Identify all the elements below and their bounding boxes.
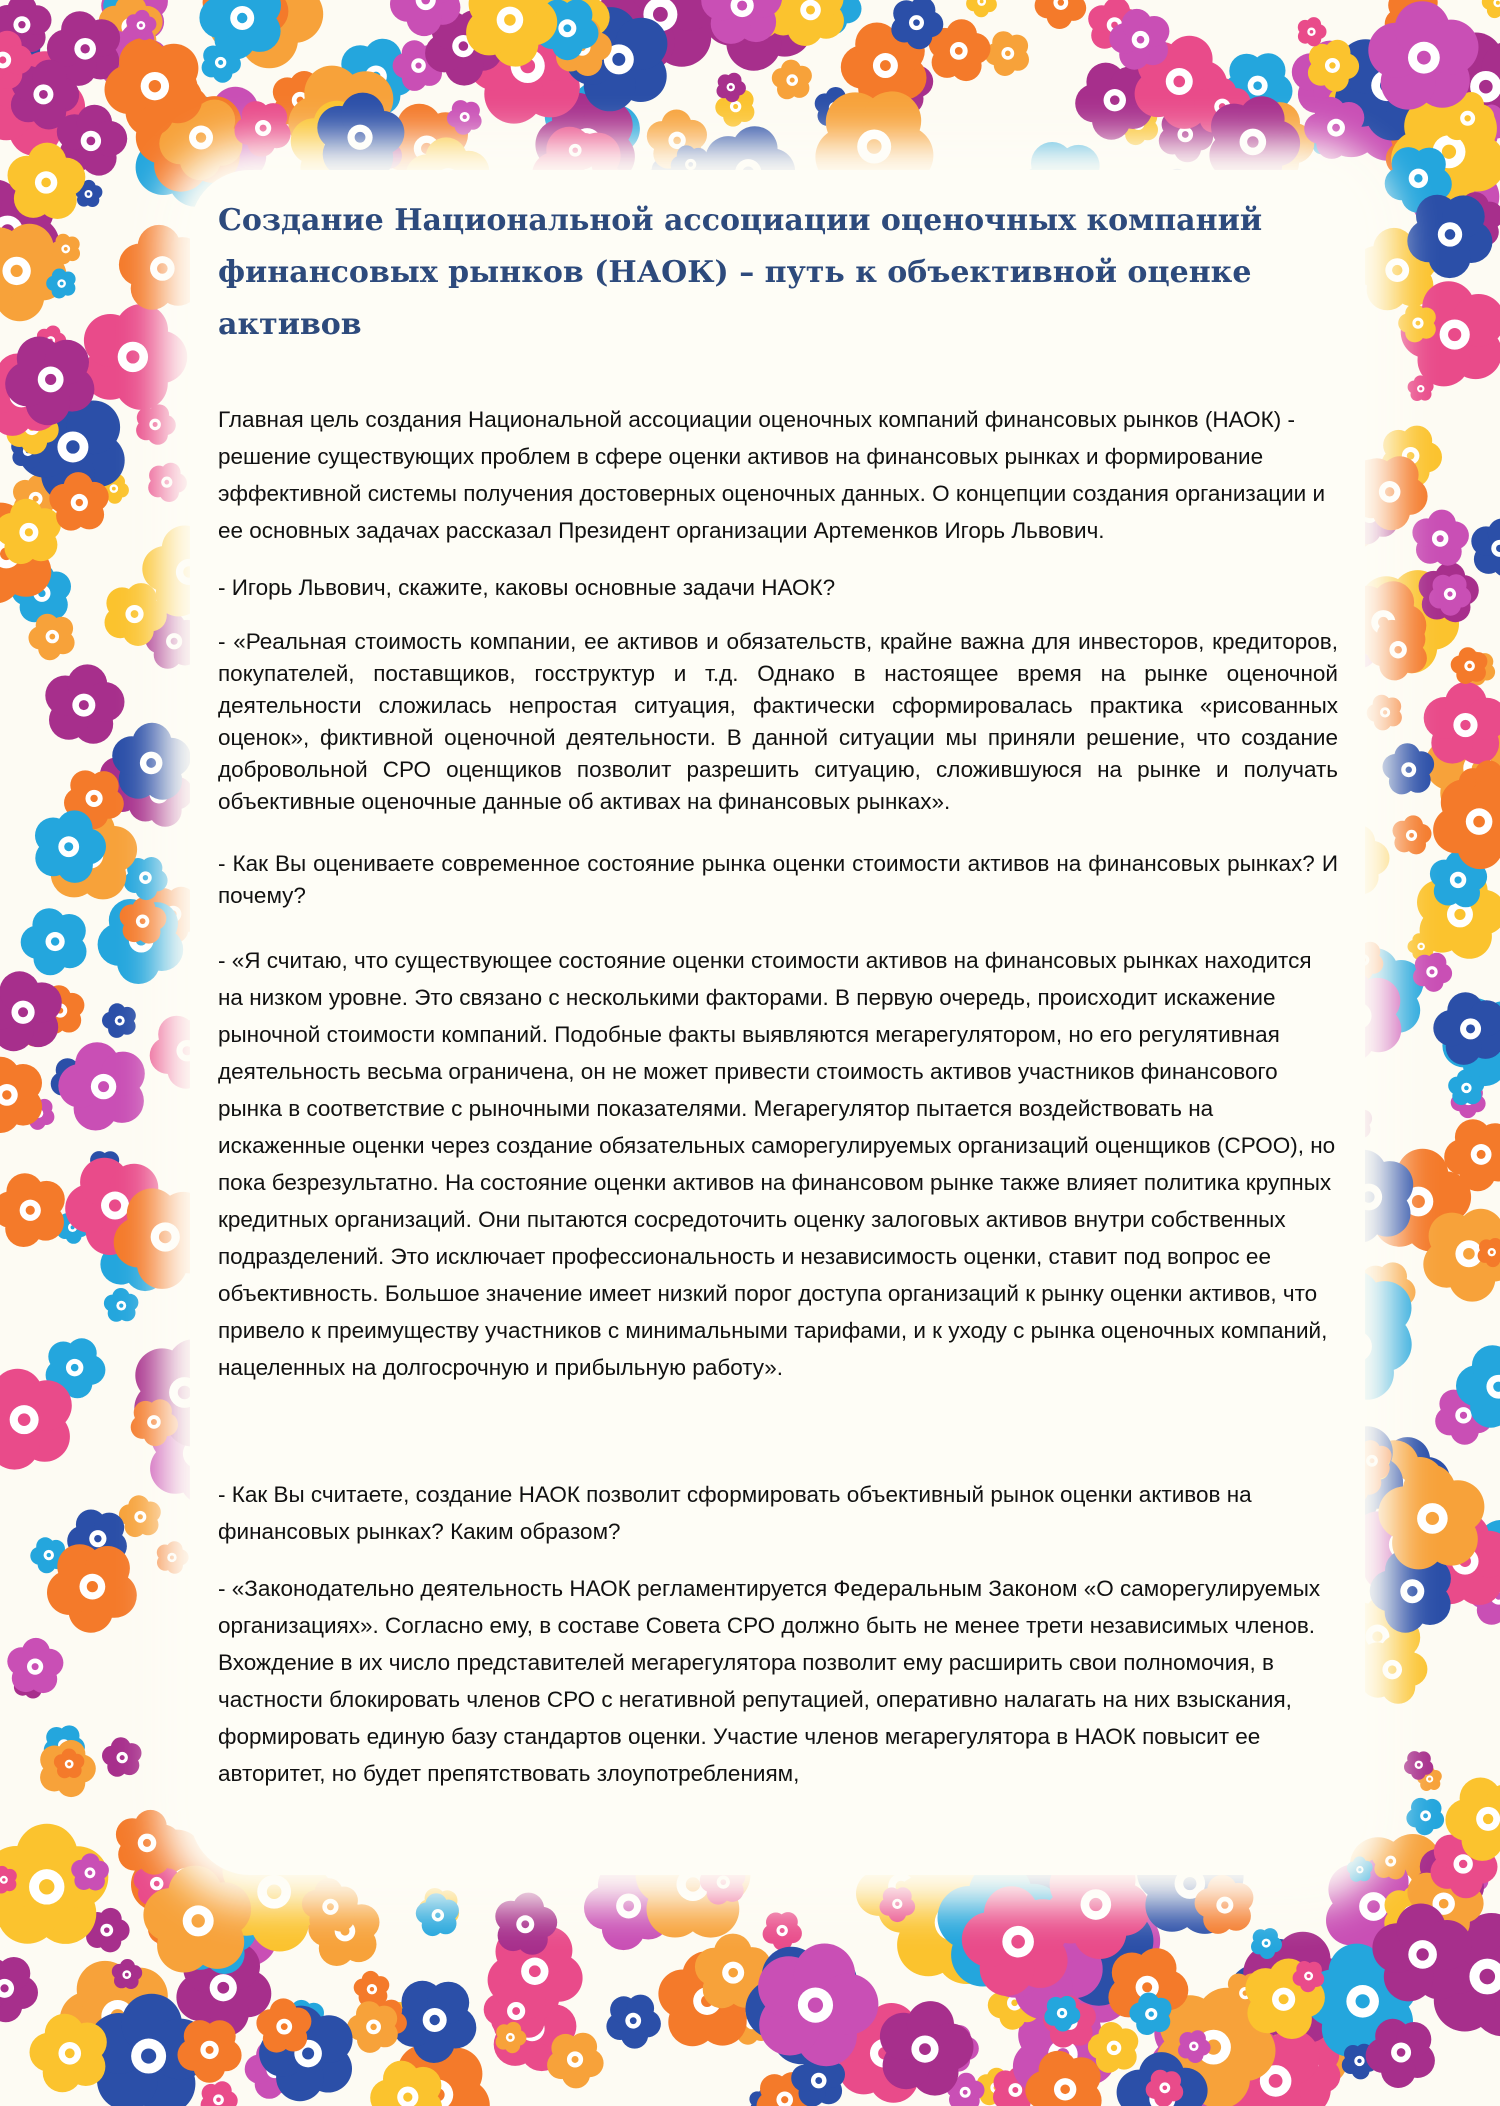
flower-icon: [102, 1003, 136, 1038]
flower-icon: [547, 2033, 604, 2089]
answer-3: - «Законодательно деятельность НАОК регламентируется Федеральным Законом «О саморегулируемых организациях». Согласно ему, в составе Совета СРО должно быть не менее трети независимых членов. Вхождение в их число представителей мегарегулятора позволит ему расширить свои полномочия, в частности блокировать членов СРО с негативной репутацией, оперативно налагать на них взыскания, формировать единую базу стандартов оценки. Участие членов мегарегулятора в НАОК повысит ее авторитет, но будет препятствовать злоупотреблениям,: [218, 1576, 1321, 1786]
flower-icon: [47, 1544, 137, 1633]
flower-icon: [354, 1971, 390, 2007]
flower-icon: [0, 971, 62, 1051]
title-line-2: финансовых рынков (НАОК) – путь к объективной оценке активов: [218, 255, 1252, 342]
intro-paragraph: Главная цель создания Национальной ассоциации оценочных компаний финансовых рынков (НАОК) - решение существующих проблем в сфере оценки активов на финансовых рынках и формирование эффективной системы получения достоверных оценочных данных. О концепции создания организации и ее основных задачах рассказал Президент организации Артеменков Игорь Львович.: [218, 407, 1326, 543]
flower-icon: [21, 908, 87, 975]
flower-icon: [1451, 647, 1488, 684]
flower-icon: [985, 31, 1029, 76]
flower-icon: [1482, 0, 1500, 18]
flower-icon: [84, 304, 187, 410]
flower-icon: [347, 2001, 398, 2053]
flower-icon: [1035, 0, 1087, 29]
flower-icon: [0, 1957, 38, 2022]
flower-icon: [1383, 743, 1435, 794]
flower-icon: [1406, 1798, 1444, 1835]
flower-icon: [1471, 518, 1500, 577]
question-1: - Игорь Львович, скажите, каковы основные задачи НАОК?: [218, 575, 836, 600]
flower-icon: [0, 1173, 65, 1247]
flower-icon: [119, 1495, 161, 1537]
flower-icon: [1368, 1, 1478, 109]
flower-icon: [58, 1042, 145, 1130]
flower-icon: [1393, 815, 1432, 854]
flower-icon: [606, 1995, 661, 2049]
article: [218, 195, 1338, 1792]
flower-icon: [29, 2014, 106, 2092]
question-2: - Как Вы оцениваете современное состояние рынка оценки стоимости активов на финансовых рынках? И почему?: [218, 851, 1338, 908]
flower-icon: [112, 723, 190, 800]
flower-icon: [148, 463, 187, 502]
question-3: - Как Вы считаете, создание НАОК позволит сформировать объективный рынок оценки активов на финансовых рынках? Каким образом?: [218, 1482, 1252, 1544]
flower-icon: [763, 1912, 802, 1951]
flower-icon: [104, 1288, 139, 1322]
flower-icon: [1424, 682, 1500, 764]
answer-1: - «Реальная стоимость компании, ее активов и обязательств, крайне важна для инвесторов, кредиторов, покупателей, поставщиков, госструктур и т.д. Однако в настоящее время на рынке оценочной деятельности сложилась непростая ситуация, фактически сформировалась практика «рисованных оценок», фиктивной оценочной деятельности. В данной ситуации мы приняли решение, что создание добровольной СРО оценщиков позволит разрешить ситуацию, сложившуюся на рынке и получать объективные оценочные данные об активах на финансовых рынках».: [218, 629, 1338, 814]
flower-icon: [1367, 695, 1402, 731]
flower-icon: [7, 1638, 63, 1693]
flower-icon: [772, 60, 812, 100]
flower-icon: [1433, 992, 1500, 1065]
title-line-1: Создание Национальной ассоциации оценочных компаний: [218, 203, 1263, 238]
flower-icon: [1412, 510, 1469, 566]
flower-icon: [966, 0, 997, 17]
flower-icon: [201, 2081, 238, 2106]
flower-icon: [136, 404, 176, 444]
flower-icon: [157, 1541, 189, 1573]
flower-icon: [102, 1737, 142, 1776]
article-title: [218, 195, 1338, 351]
answer-2: - «Я считаю, что существующее состояние оценки стоимости активов на финансовых рынках находится на низком уровне. Это связано с несколькими факторами. В первую очередь, происходит искажение рыночной стоимости компаний. Подобные факты выявляются мегарегулятором, но его регулятивная деятельность весьма ограничена, он не может привести стоимость активов участников финансового рынка в соответствие с рыночными показателями. Мегарегулятор пытается воздействовать на искаженные оценки через создание обязательных саморегулируемых организаций оценщиков (СРОО), но пока безрезультатно. На состояние оценки активов на финансовом рынке также влияет политика крупных кредитных организаций. Они пытаются сосредоточить оценку залоговых активов внутри собственных подразделений. Это исключает профессиональность и независимость оценки, ставит под вопрос ее объективность. Большое значение имеет низкий порог доступа организаций к рынку оценки активов, что привело к преимуществу участников с минимальными тарифами, и к уходу с рынка оценочных компаний, нацеленных на долгосрочную и прибыльную работу».: [218, 948, 1336, 1380]
flower-icon: [45, 664, 124, 743]
flower-icon: [1298, 17, 1327, 46]
